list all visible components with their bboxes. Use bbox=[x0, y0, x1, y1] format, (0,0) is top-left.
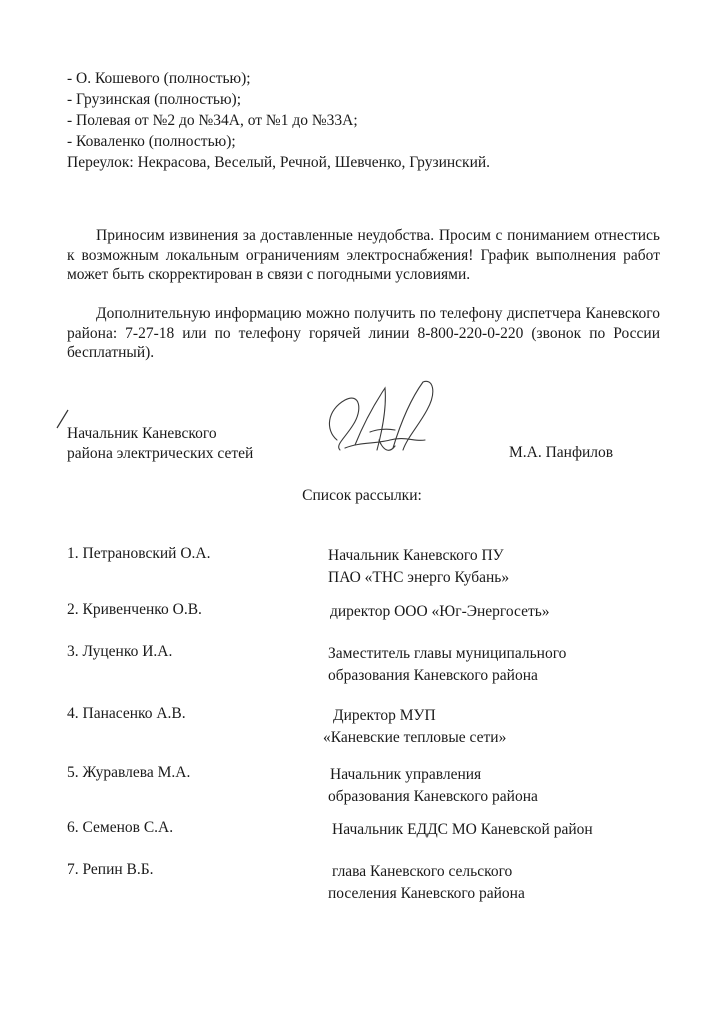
distribution-list-title: Список рассылки: bbox=[302, 487, 422, 504]
recipient-role-line1: директор ООО «Юг-Энергосеть» bbox=[330, 603, 550, 620]
recipient-name: 3. Луценко И.А. bbox=[67, 643, 173, 660]
handwritten-signature bbox=[315, 370, 445, 465]
recipient-role-line1: глава Каневского сельского bbox=[332, 863, 513, 880]
recipient-name: 5. Журавлева М.А. bbox=[67, 764, 191, 781]
recipient-role-line2: образования Каневского района bbox=[328, 788, 538, 805]
recipient-role-line2: ПАО «ТНС энерго Кубань» bbox=[328, 569, 510, 586]
signatory-name: М.А. Панфилов bbox=[509, 444, 614, 461]
recipient-name: 7. Репин В.Б. bbox=[67, 861, 154, 878]
recipient-name: 1. Петрановский О.А. bbox=[67, 545, 211, 562]
recipient-role-line1: Начальник ЕДДС МО Каневской район bbox=[332, 821, 593, 838]
street-item: - О. Кошевого (полностью); bbox=[67, 70, 251, 87]
recipient-name: 2. Кривенченко О.В. bbox=[67, 601, 202, 618]
recipient-role-line2: «Каневские тепловые сети» bbox=[323, 729, 507, 746]
street-item: Переулок: Некрасова, Веселый, Речной, Шевченко, Грузинский. bbox=[67, 154, 491, 171]
recipient-role-line2: образования Каневского района bbox=[328, 667, 538, 684]
recipient-role-line2: поселения Каневского района bbox=[328, 885, 525, 902]
street-item: - Коваленко (полностью); bbox=[67, 133, 236, 150]
street-list bbox=[67, 68, 667, 173]
signatory-title-line1: Начальник Каневского bbox=[67, 425, 217, 442]
recipient-name: 4. Панасенко А.В. bbox=[67, 705, 186, 722]
contact-paragraph: Дополнительную информацию можно получить по телефону диспетчера Каневского района: 7-27-18 или по телефону горячей линии 8-800-220-0-220 (звонок по России бесплатный). bbox=[67, 305, 660, 361]
signatory-title-line2: района электрических сетей bbox=[67, 445, 254, 462]
apology-paragraph: Приносим извинения за доставленные неудобства. Просим с пониманием отнестись к возможным локальным ограничениям электроснабжения! График выполнения работ может быть скорректирован в связи с погодными условиями. bbox=[67, 227, 660, 283]
recipient-role-line1: Начальник Каневского ПУ bbox=[328, 547, 504, 564]
recipient-role-line1: Директор МУП bbox=[333, 707, 436, 724]
street-item: - Грузинская (полностью); bbox=[67, 91, 242, 108]
recipient-name: 6. Семенов С.А. bbox=[67, 819, 174, 836]
recipient-role-line1: Заместитель главы муниципального bbox=[328, 645, 567, 662]
recipient-role-line1: Начальник управления bbox=[330, 766, 482, 783]
street-item: - Полевая от №2 до №34А, от №1 до №33А; bbox=[67, 112, 358, 129]
